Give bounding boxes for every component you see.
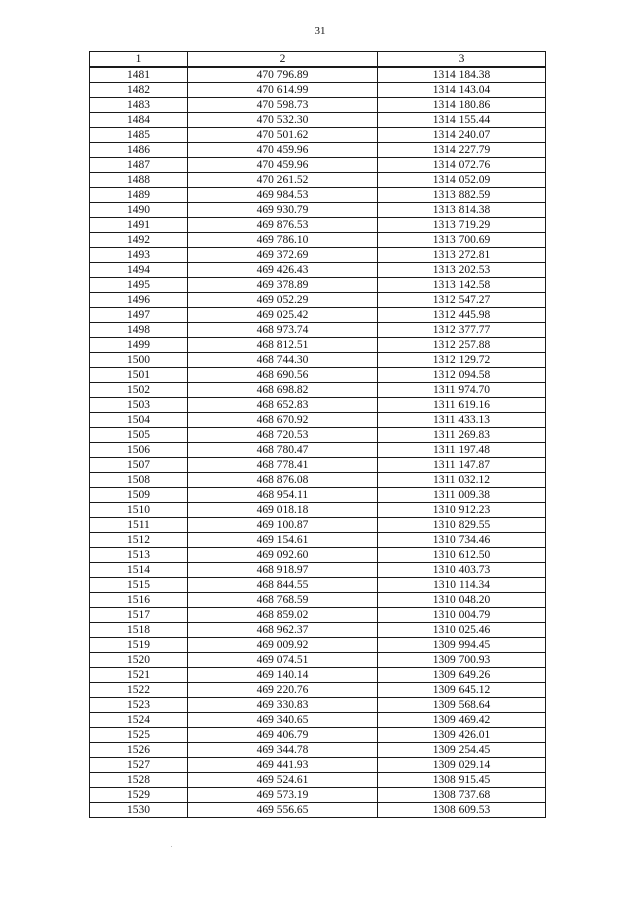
cell-x-coordinate: 469 052.29 [188,293,378,308]
cell-y-coordinate: 1309 649.26 [378,668,546,683]
cell-point-number: 1511 [90,518,188,533]
table-row [90,98,546,113]
table-row [90,788,546,803]
cell-point-number: 1481 [90,67,188,83]
cell-point-number: 1509 [90,488,188,503]
table-row [90,398,546,413]
cell-point-number: 1523 [90,698,188,713]
table-row [90,578,546,593]
table-row [90,128,546,143]
cell-y-coordinate: 1308 737.68 [378,788,546,803]
cell-point-number: 1491 [90,218,188,233]
table-row [90,278,546,293]
cell-point-number: 1495 [90,278,188,293]
cell-y-coordinate: 1314 184.38 [378,67,546,83]
cell-point-number: 1518 [90,623,188,638]
cell-y-coordinate: 1311 974.70 [378,383,546,398]
cell-x-coordinate: 468 768.59 [188,593,378,608]
column-header-x-coordinate: 2 [188,52,378,68]
table-row [90,413,546,428]
cell-point-number: 1510 [90,503,188,518]
table-row [90,593,546,608]
cell-x-coordinate: 469 441.93 [188,758,378,773]
cell-y-coordinate: 1311 147.87 [378,458,546,473]
cell-x-coordinate: 469 074.51 [188,653,378,668]
cell-y-coordinate: 1313 700.69 [378,233,546,248]
table-row [90,338,546,353]
cell-y-coordinate: 1314 240.07 [378,128,546,143]
cell-y-coordinate: 1309 254.45 [378,743,546,758]
cell-x-coordinate: 469 018.18 [188,503,378,518]
cell-y-coordinate: 1308 915.45 [378,773,546,788]
cell-x-coordinate: 469 330.83 [188,698,378,713]
table-row [90,683,546,698]
table-row [90,428,546,443]
cell-x-coordinate: 469 984.53 [188,188,378,203]
cell-x-coordinate: 468 859.02 [188,608,378,623]
cell-point-number: 1492 [90,233,188,248]
table-row [90,308,546,323]
cell-point-number: 1507 [90,458,188,473]
table-row [90,548,546,563]
cell-x-coordinate: 469 378.89 [188,278,378,293]
table-row [90,473,546,488]
cell-x-coordinate: 469 524.61 [188,773,378,788]
cell-x-coordinate: 470 459.96 [188,143,378,158]
table-body [90,67,546,818]
table-row [90,248,546,263]
cell-y-coordinate: 1309 426.01 [378,728,546,743]
cell-x-coordinate: 468 652.83 [188,398,378,413]
cell-y-coordinate: 1310 612.50 [378,548,546,563]
cell-x-coordinate: 470 261.52 [188,173,378,188]
table-row [90,323,546,338]
cell-x-coordinate: 469 426.43 [188,263,378,278]
page-number: 31 [314,25,326,37]
cell-point-number: 1515 [90,578,188,593]
cell-point-number: 1496 [90,293,188,308]
cell-x-coordinate: 469 092.60 [188,548,378,563]
cell-x-coordinate: 469 930.79 [188,203,378,218]
cell-point-number: 1487 [90,158,188,173]
cell-x-coordinate: 469 140.14 [188,668,378,683]
cell-y-coordinate: 1314 227.79 [378,143,546,158]
cell-y-coordinate: 1309 568.64 [378,698,546,713]
cell-point-number: 1497 [90,308,188,323]
cell-y-coordinate: 1310 403.73 [378,563,546,578]
cell-point-number: 1505 [90,428,188,443]
cell-point-number: 1502 [90,383,188,398]
cell-y-coordinate: 1310 114.34 [378,578,546,593]
table-row [90,653,546,668]
cell-x-coordinate: 469 154.61 [188,533,378,548]
cell-y-coordinate: 1314 052.09 [378,173,546,188]
cell-x-coordinate: 469 025.42 [188,308,378,323]
cell-x-coordinate: 469 556.65 [188,803,378,818]
cell-point-number: 1517 [90,608,188,623]
cell-y-coordinate: 1311 009.38 [378,488,546,503]
cell-point-number: 1527 [90,758,188,773]
column-header-y-coordinate: 3 [378,52,546,68]
cell-point-number: 1494 [90,263,188,278]
column-header-point-number: 1 [90,52,188,68]
cell-x-coordinate: 468 670.92 [188,413,378,428]
table-row [90,458,546,473]
cell-x-coordinate: 468 973.74 [188,323,378,338]
table-row [90,67,546,83]
cell-y-coordinate: 1310 912.23 [378,503,546,518]
table-row [90,713,546,728]
cell-point-number: 1506 [90,443,188,458]
table-row [90,218,546,233]
table-row [90,368,546,383]
table-row [90,743,546,758]
cell-point-number: 1501 [90,368,188,383]
cell-y-coordinate: 1311 269.83 [378,428,546,443]
cell-y-coordinate: 1312 257.88 [378,338,546,353]
cell-point-number: 1489 [90,188,188,203]
cell-x-coordinate: 470 501.62 [188,128,378,143]
table-row [90,263,546,278]
cell-point-number: 1485 [90,128,188,143]
cell-y-coordinate: 1310 829.55 [378,518,546,533]
cell-point-number: 1504 [90,413,188,428]
cell-y-coordinate: 1312 129.72 [378,353,546,368]
cell-x-coordinate: 469 786.10 [188,233,378,248]
table-row [90,158,546,173]
cell-point-number: 1514 [90,563,188,578]
cell-point-number: 1499 [90,338,188,353]
cell-y-coordinate: 1309 645.12 [378,683,546,698]
table-header-row [90,52,546,68]
cell-point-number: 1522 [90,683,188,698]
cell-x-coordinate: 470 459.96 [188,158,378,173]
table-row [90,443,546,458]
cell-point-number: 1498 [90,323,188,338]
cell-point-number: 1525 [90,728,188,743]
cell-point-number: 1488 [90,173,188,188]
cell-point-number: 1529 [90,788,188,803]
cell-x-coordinate: 469 220.76 [188,683,378,698]
cell-y-coordinate: 1309 700.93 [378,653,546,668]
table-row [90,728,546,743]
cell-y-coordinate: 1314 072.76 [378,158,546,173]
table-row [90,83,546,98]
cell-x-coordinate: 469 100.87 [188,518,378,533]
table-row [90,533,546,548]
cell-x-coordinate: 468 690.56 [188,368,378,383]
cell-x-coordinate: 468 778.41 [188,458,378,473]
table-row [90,518,546,533]
cell-y-coordinate: 1313 142.58 [378,278,546,293]
cell-x-coordinate: 469 876.53 [188,218,378,233]
cell-y-coordinate: 1312 377.77 [378,323,546,338]
cell-y-coordinate: 1314 143.04 [378,83,546,98]
table-row [90,758,546,773]
cell-x-coordinate: 470 598.73 [188,98,378,113]
cell-y-coordinate: 1313 814.38 [378,203,546,218]
table-row [90,488,546,503]
cell-x-coordinate: 469 009.92 [188,638,378,653]
cell-x-coordinate: 469 372.69 [188,248,378,263]
table-row [90,803,546,818]
cell-y-coordinate: 1311 433.13 [378,413,546,428]
table-row [90,503,546,518]
cell-point-number: 1521 [90,668,188,683]
cell-x-coordinate: 469 340.65 [188,713,378,728]
cell-point-number: 1500 [90,353,188,368]
cell-x-coordinate: 468 812.51 [188,338,378,353]
table-row [90,203,546,218]
cell-y-coordinate: 1311 619.16 [378,398,546,413]
table-row [90,638,546,653]
cell-point-number: 1528 [90,773,188,788]
cell-y-coordinate: 1310 048.20 [378,593,546,608]
cell-point-number: 1526 [90,743,188,758]
table-row [90,293,546,308]
cell-x-coordinate: 470 796.89 [188,67,378,83]
cell-x-coordinate: 468 844.55 [188,578,378,593]
table-row [90,698,546,713]
cell-point-number: 1484 [90,113,188,128]
table-row [90,563,546,578]
cell-x-coordinate: 468 744.30 [188,353,378,368]
table-row [90,623,546,638]
cell-y-coordinate: 1309 469.42 [378,713,546,728]
cell-point-number: 1482 [90,83,188,98]
cell-point-number: 1486 [90,143,188,158]
table-row [90,113,546,128]
table-row [90,173,546,188]
cell-point-number: 1520 [90,653,188,668]
table-row [90,143,546,158]
scan-speck [171,846,172,847]
cell-y-coordinate: 1310 025.46 [378,623,546,638]
cell-y-coordinate: 1312 547.27 [378,293,546,308]
cell-point-number: 1524 [90,713,188,728]
cell-y-coordinate: 1309 029.14 [378,758,546,773]
table-row [90,383,546,398]
cell-point-number: 1503 [90,398,188,413]
cell-y-coordinate: 1312 094.58 [378,368,546,383]
coordinates-table [89,51,546,818]
cell-y-coordinate: 1311 197.48 [378,443,546,458]
cell-y-coordinate: 1310 734.46 [378,533,546,548]
cell-point-number: 1483 [90,98,188,113]
cell-y-coordinate: 1313 719.29 [378,218,546,233]
cell-point-number: 1512 [90,533,188,548]
cell-y-coordinate: 1308 609.53 [378,803,546,818]
table-row [90,188,546,203]
cell-point-number: 1530 [90,803,188,818]
table-row [90,233,546,248]
cell-x-coordinate: 469 344.78 [188,743,378,758]
cell-point-number: 1513 [90,548,188,563]
cell-x-coordinate: 468 780.47 [188,443,378,458]
table-row [90,353,546,368]
cell-x-coordinate: 469 573.19 [188,788,378,803]
cell-point-number: 1508 [90,473,188,488]
cell-x-coordinate: 468 954.11 [188,488,378,503]
cell-x-coordinate: 470 532.30 [188,113,378,128]
cell-x-coordinate: 468 962.37 [188,623,378,638]
cell-y-coordinate: 1311 032.12 [378,473,546,488]
table-row [90,668,546,683]
cell-point-number: 1493 [90,248,188,263]
cell-y-coordinate: 1313 272.81 [378,248,546,263]
cell-y-coordinate: 1314 180.86 [378,98,546,113]
cell-x-coordinate: 468 720.53 [188,428,378,443]
cell-y-coordinate: 1314 155.44 [378,113,546,128]
cell-x-coordinate: 468 918.97 [188,563,378,578]
cell-point-number: 1519 [90,638,188,653]
cell-y-coordinate: 1310 004.79 [378,608,546,623]
cell-y-coordinate: 1309 994.45 [378,638,546,653]
cell-x-coordinate: 469 406.79 [188,728,378,743]
table-row [90,773,546,788]
cell-point-number: 1516 [90,593,188,608]
table-row [90,608,546,623]
cell-x-coordinate: 468 698.82 [188,383,378,398]
cell-x-coordinate: 470 614.99 [188,83,378,98]
cell-point-number: 1490 [90,203,188,218]
cell-y-coordinate: 1313 202.53 [378,263,546,278]
cell-x-coordinate: 468 876.08 [188,473,378,488]
cell-y-coordinate: 1313 882.59 [378,188,546,203]
cell-y-coordinate: 1312 445.98 [378,308,546,323]
